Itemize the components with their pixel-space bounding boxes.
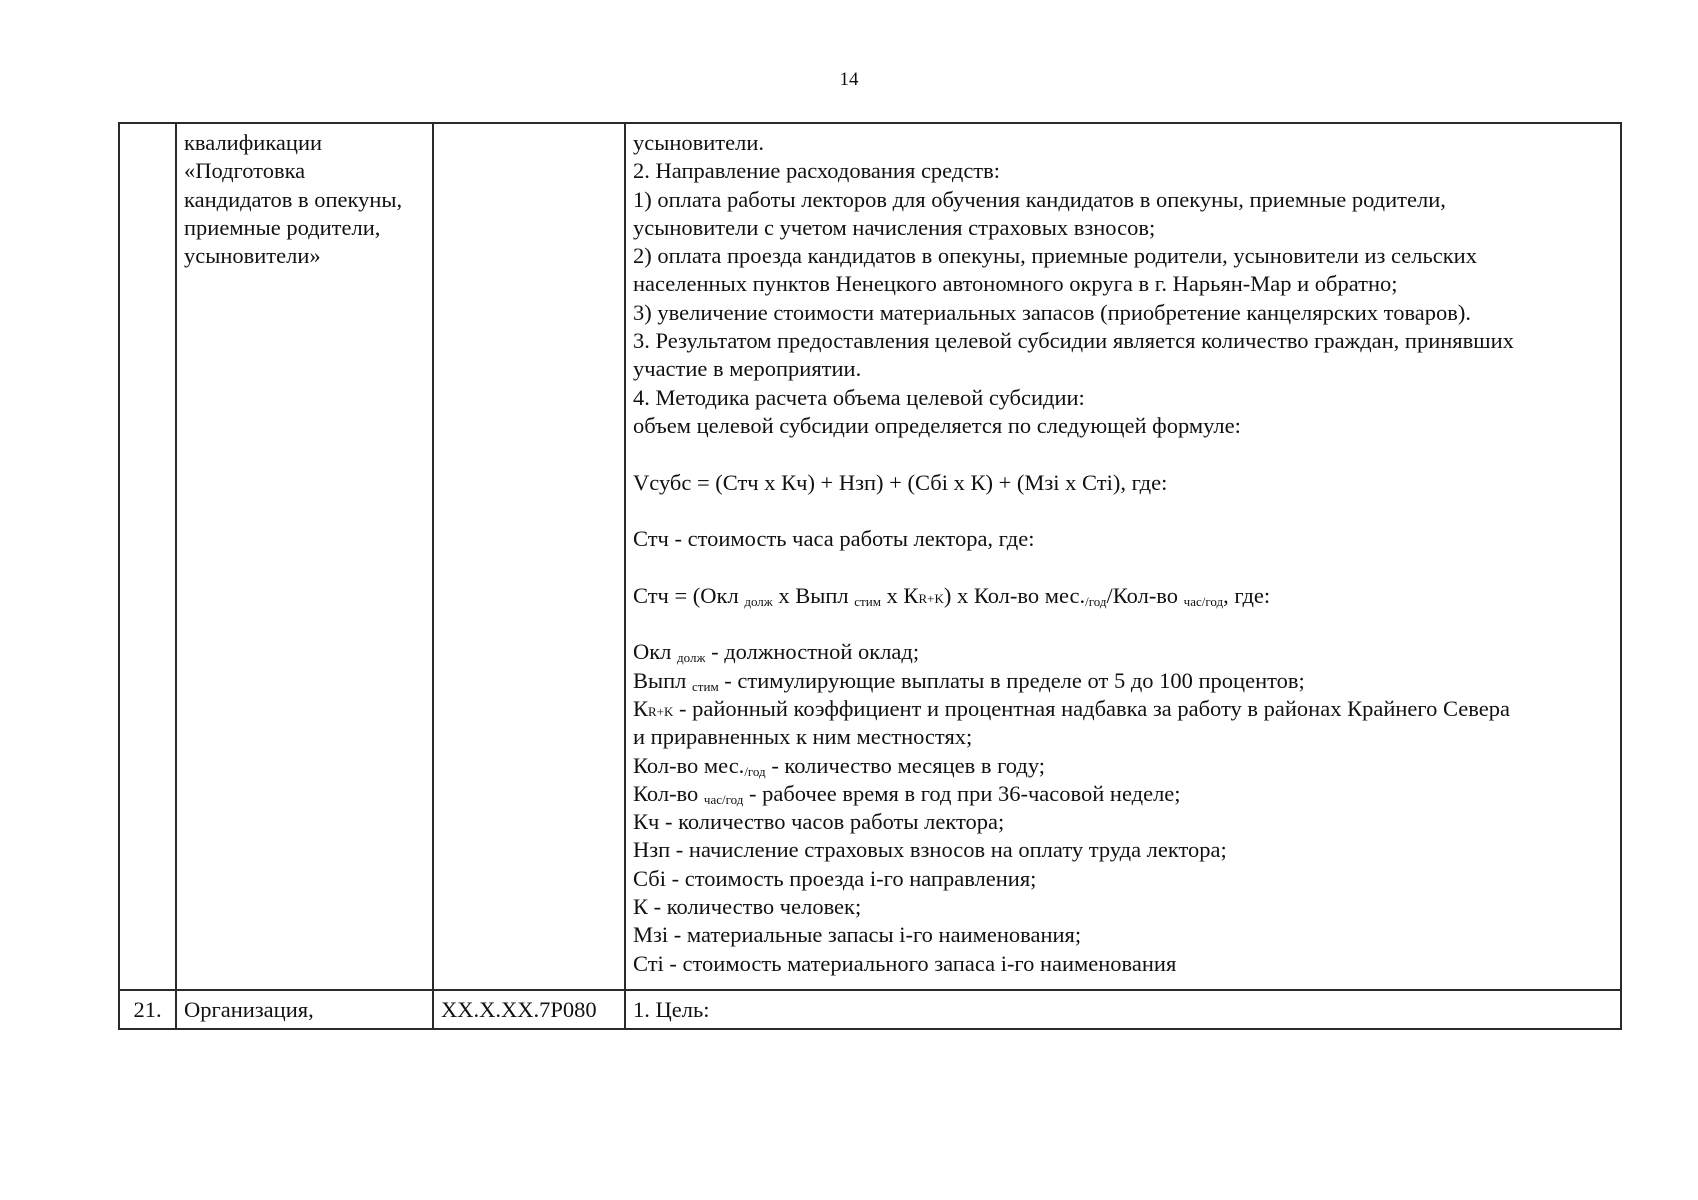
event-name-line: квалификации (184, 130, 323, 155)
legend-line (633, 695, 1613, 723)
desc-line: 3) увеличение стоимости материальных запасов (приобретение канцелярских товаров). (633, 299, 1472, 325)
table-row (119, 990, 1621, 1029)
legend-text: - стимулирующие выплаты в пределе от 5 до 100 процентов; (718, 667, 1305, 693)
subsidy-table (118, 122, 1622, 1030)
formula-subscript: стим (854, 593, 881, 609)
desc-line: 2. Направление расходования средств: (633, 158, 1001, 184)
legend-text: - должностной оклад; (705, 639, 920, 665)
event-name-cell: Организация, (176, 990, 433, 1029)
legend-subscript: /год (744, 763, 766, 779)
legend-line (633, 667, 1613, 695)
formula-subscript: долж (744, 593, 773, 609)
main-formula: Vсубс = (Стч х Кч) + Нзп) + (Сбi х К) + (Мзi х Стi), где: (633, 469, 1168, 495)
legend-line: Мзi - материальные запасы i-го наименования; (633, 922, 1082, 948)
row-number-cell: 21. (119, 990, 176, 1029)
legend-text: - рабочее время в год при 36-часовой неделе; (743, 780, 1181, 806)
formula-subscript: час/год (1183, 593, 1224, 609)
desc-line: 3. Результатом предоставления целевой субсидии является количество граждан, принявших (633, 328, 1514, 354)
legend-line (633, 638, 1613, 666)
formula-part: /Кол-во (1106, 582, 1184, 608)
desc-line: 2) оплата проезда кандидатов в опекуны, приемные родители, усыновители из сельских (633, 243, 1477, 269)
legend-term: Кол-во (633, 780, 704, 806)
legend-line: Нзп - начисление страховых взносов на оплату труда лектора; (633, 837, 1227, 863)
formula-part: Стч = (Окл (633, 582, 745, 608)
legend-term: К (633, 695, 649, 721)
event-name-line: усыновители» (184, 243, 321, 269)
legend-subscript: R+K (648, 703, 674, 719)
event-name-cell (176, 123, 433, 990)
legend-line: и приравненных к ним местностях; (633, 724, 973, 750)
desc-line: объем целевой субсидии определяется по следующей формуле: (633, 412, 1241, 438)
desc-line: усыновители с учетом начисления страховых взносов; (633, 214, 1156, 240)
legend-term: Выпл (633, 667, 693, 693)
desc-line: 1) оплата работы лекторов для обучения кандидатов в опекуны, приемные родители, (633, 186, 1446, 212)
spacer (633, 440, 1613, 468)
legend-subscript: час/год (703, 791, 744, 807)
legend-subscript: стим (692, 678, 719, 694)
legend-term: Окл (633, 639, 678, 665)
desc-line: населенных пунктов Ненецкого автономного округа в г. Нарьян-Мар и обратно; (633, 271, 1398, 297)
description-cell: 1. Цель: (625, 990, 1621, 1029)
row-number-cell (119, 123, 176, 990)
formula-part: , где: (1223, 582, 1271, 608)
legend-line (633, 752, 1613, 780)
legend-line: Сбi - стоимость проезда i-го направления; (633, 865, 1037, 891)
event-name-line: кандидатов в опекуны, (184, 186, 403, 212)
description-cell (625, 123, 1621, 990)
event-name-line: приемные родители, (184, 214, 381, 240)
formula-part: х К (880, 582, 919, 608)
spacer (633, 497, 1613, 525)
code-cell (433, 123, 625, 990)
formula-subscript: R+K (918, 590, 944, 606)
legend-line: К - количество человек; (633, 894, 862, 920)
desc-line: участие в мероприятии. (633, 356, 862, 382)
page-number: 14 (839, 69, 859, 90)
hour-cost-definition: Стч - стоимость часа работы лектора, где: (633, 526, 1035, 552)
desc-line: 4. Методика расчета объема целевой субсидии: (633, 384, 1085, 410)
event-name-line: «Подготовка (184, 158, 306, 184)
legend-line: Стi - стоимость материального запаса i-го наименования (633, 950, 1177, 976)
legend-term: Кол-во мес. (633, 752, 745, 778)
formula-part: ) х Кол-во мес. (943, 582, 1086, 608)
formula-part: х Выпл (772, 582, 855, 608)
desc-line: усыновители. (633, 130, 765, 155)
legend-line (633, 780, 1613, 808)
spacer (633, 610, 1613, 638)
code-cell: XX.X.XX.7P080 (433, 990, 625, 1029)
legend-line: Кч - количество часов работы лектора; (633, 809, 1005, 835)
legend-text: - районный коэффициент и процентная надбавка за работу в районах Крайнего Севера (673, 695, 1510, 721)
hour-cost-formula (633, 582, 1613, 610)
spacer (633, 553, 1613, 581)
formula-subscript: /год (1085, 593, 1107, 609)
legend-text: - количество месяцев в году; (765, 752, 1046, 778)
legend-subscript: долж (677, 650, 706, 666)
table-row (119, 123, 1621, 990)
